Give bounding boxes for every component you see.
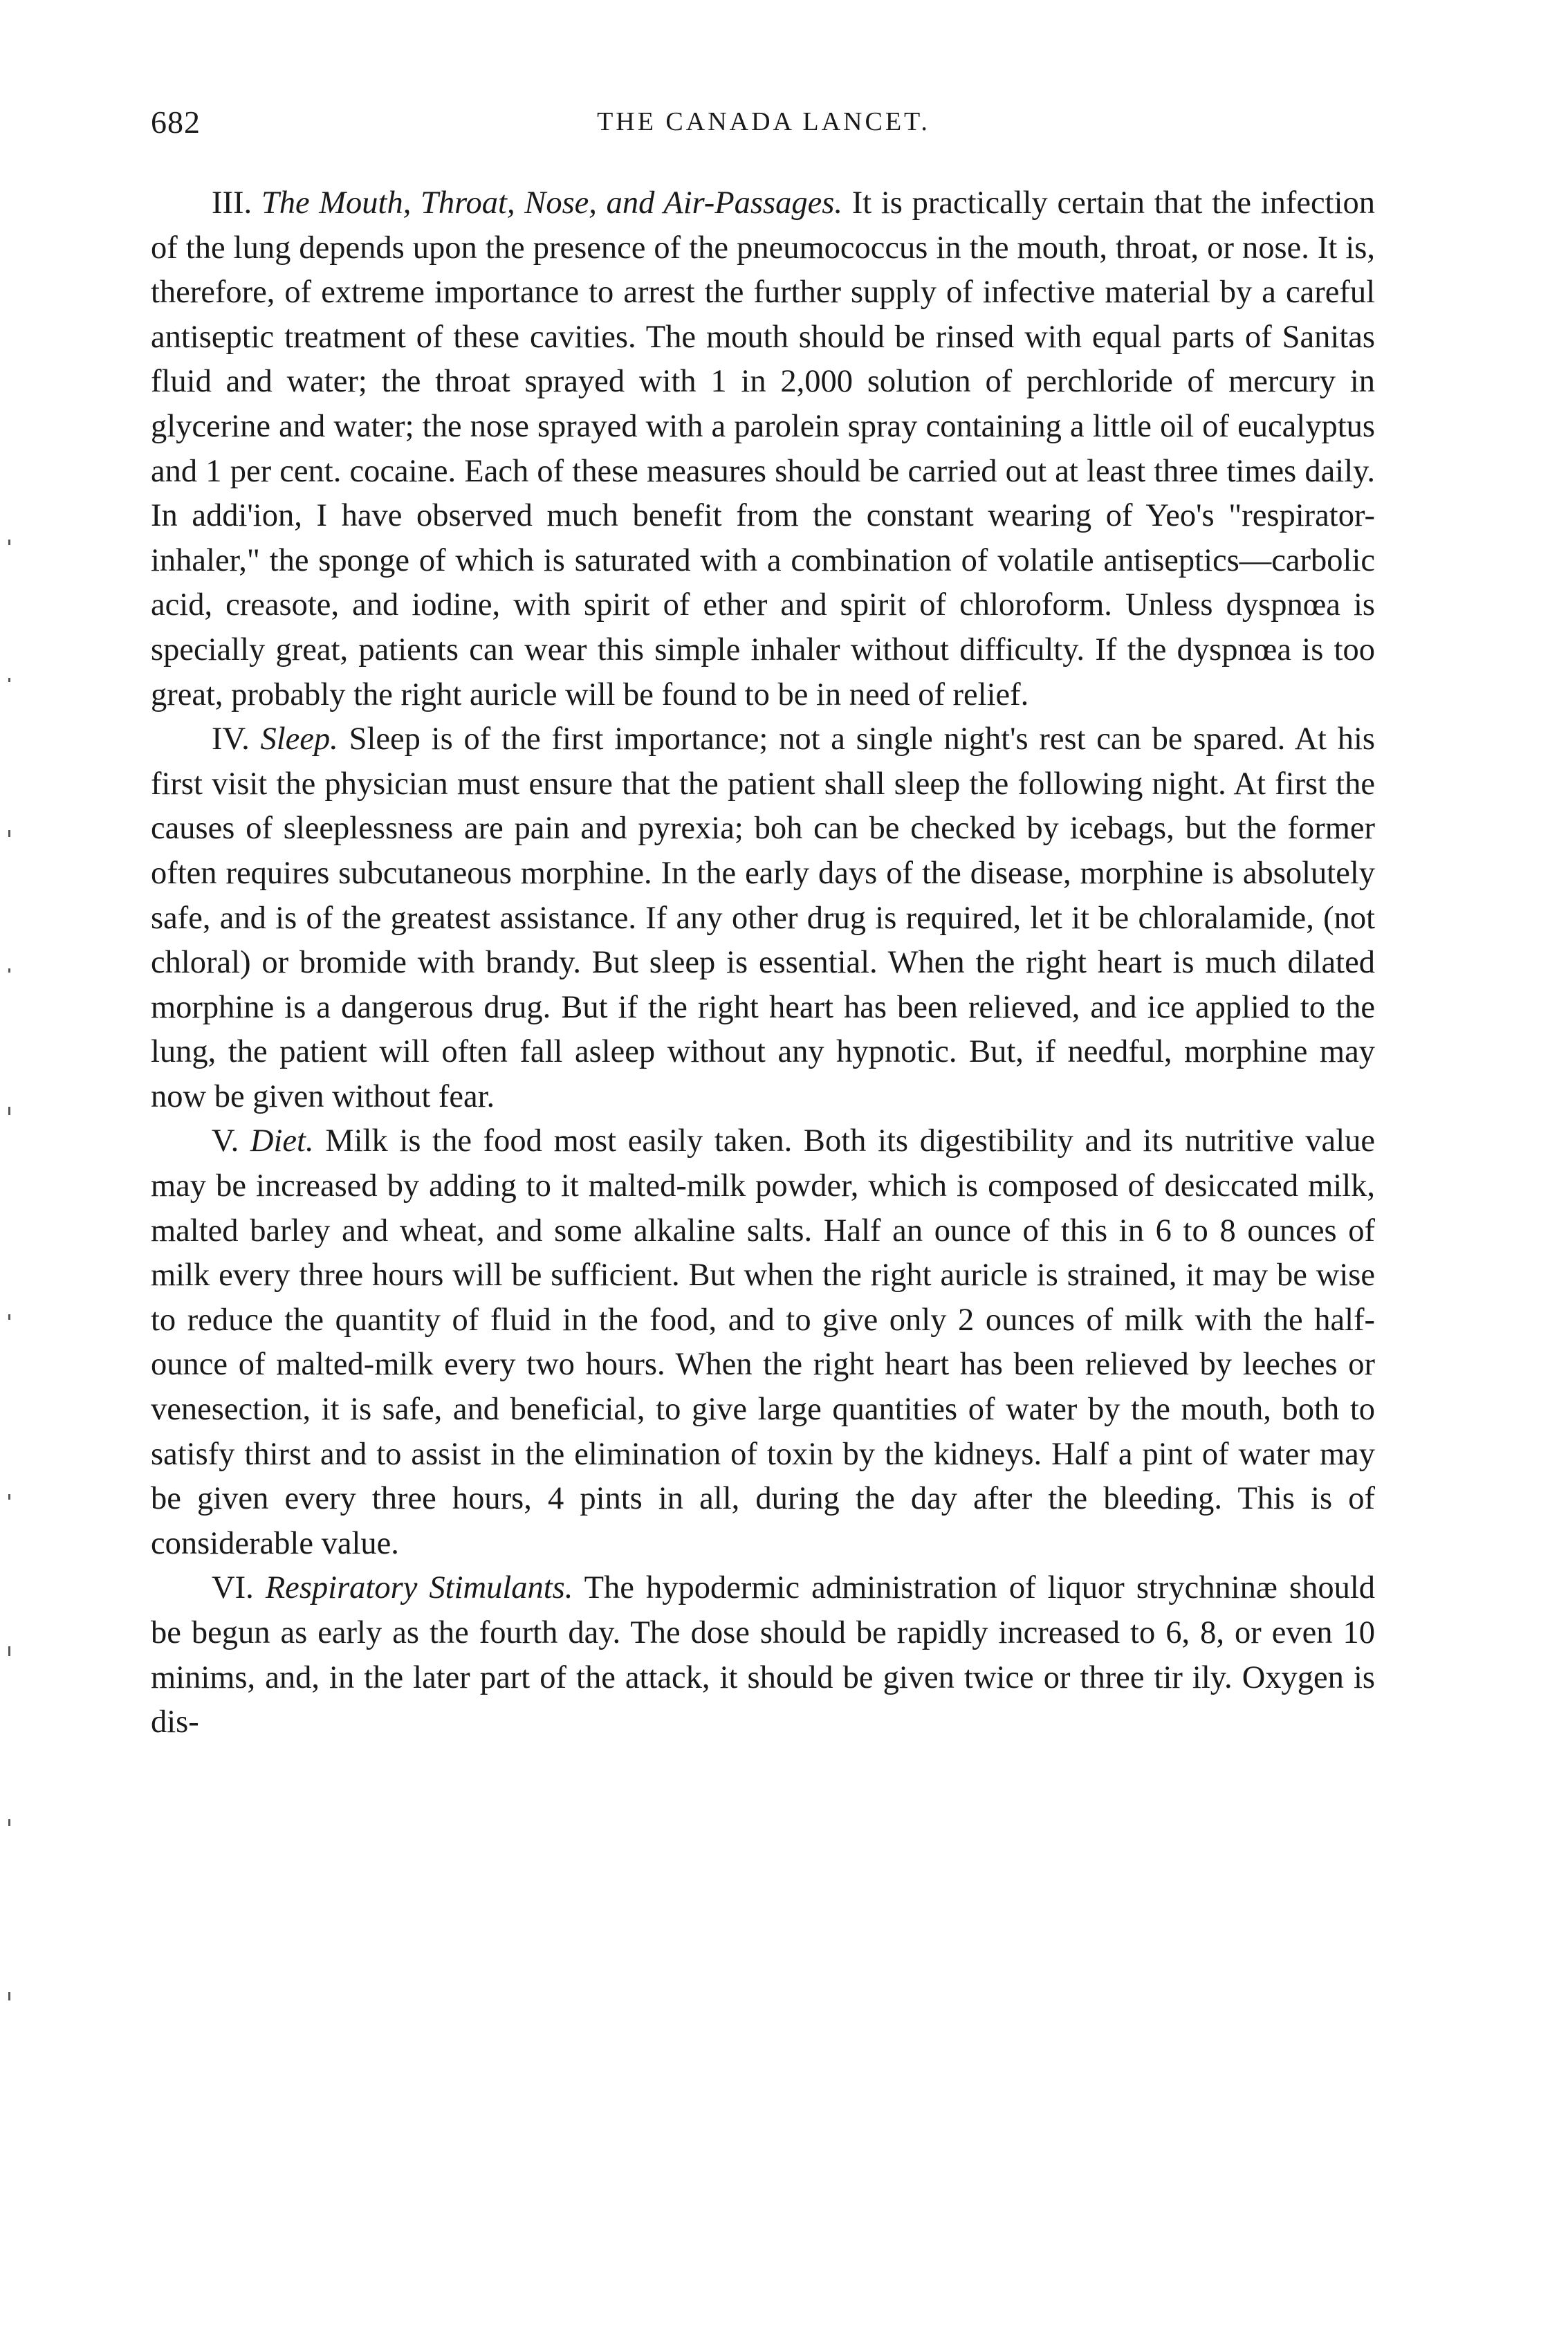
- article-body: [151, 181, 1375, 1745]
- section-numeral: V.: [212, 1123, 239, 1159]
- section-numeral: III.: [212, 185, 252, 221]
- section-text: The hypodermic administration of liquor strychninæ should be begun as early as the fourth day. The dose should be rapidly increased to 6, 8, or even 10 minims, and, in the later part of the attack, it should be given twice or three tir ily. Oxygen is dis-: [151, 1570, 1375, 1740]
- page-header: [151, 104, 1376, 159]
- section-text: It is practically certain that the infection of the lung depends upon the presence of the pneumococcus in the mouth, throat, or nose. It is, therefore, of extreme importance to arrest the further supply of infective material by a careful antiseptic treatment of these cavities. The mouth should be rinsed with equal parts of Sanitas fluid and water; the throat sprayed with 1 in 2,000 solution of perchloride of mercury in glycerine and water; the nose sprayed with a parolein spray containing a little oil of eucalyptus and 1 per cent. cocaine. Each of these measures should be carried out at least three times daily. In addi'ion, I have observed much benefit from the constant wearing of Yeo's "respirator-inhaler," the sponge of which is saturated with a combination of volatile antiseptics—carbolic acid, creasote, and iodine, with spirit of ether and spirit of chloroform. Unless dyspnœa is specially great, patients can wear this simple inhaler without difficulty. If the dyspnœa is too great, probably the right auricle will be found to be in need of relief.: [151, 185, 1376, 712]
- section-paragraph: [151, 181, 1375, 717]
- section-title: Sleep.: [260, 721, 338, 757]
- section-text: Sleep is of the first importance; not a single night's rest can be spared. At his first visit the physician must ensure that the patient shall sleep the following night. At first the causes of sleeplessness are pain and pyrexia; boh can be checked by icebags, but the former often requires subcutaneous morphine. In the early days of the disease, morphine is absolutely safe, and is of the greatest assistance. If any other drug is required, let it be chloralamide, (not chloral) or bromide with brandy. But sleep is essential. When the right heart is much dilated morphine is a dangerous drug. But if the right heart has been relieved, and ice applied to the lung, the patient will often fall asleep without any hypnotic. But, if needful, morphine may now be given without fear.: [151, 721, 1376, 1114]
- section-title: The Mouth, Throat, Nose, and Air-Passages.: [261, 185, 842, 221]
- section-numeral: IV.: [212, 721, 250, 757]
- section-title: Respiratory Stimulants.: [265, 1570, 573, 1606]
- section-numeral: VI.: [212, 1570, 254, 1606]
- running-head: THE CANADA LANCET.: [597, 107, 930, 136]
- section-paragraph: [151, 1566, 1375, 1745]
- margin-marks: [8, 540, 15, 2200]
- section-paragraph: [151, 1119, 1375, 1566]
- section-paragraph: [151, 717, 1375, 1119]
- section-title: Diet.: [250, 1123, 314, 1159]
- page-number: 682: [151, 104, 201, 140]
- section-text: Milk is the food most easily taken. Both its digestibility and its nutritive value may be increased by adding to it malted-milk powder, which is composed of desiccated milk, malted barley and wheat, and some alkaline salts. Half an ounce of this in 6 to 8 ounces of milk every three hours will be sufficient. But when the right auricle is strained, it may be wise to reduce the quantity of fluid in the food, and to give only 2 ounces of milk with the half-ounce of malted-milk every two hours. When the right heart has been relieved by leeches or venesection, it is safe, and beneficial, to give large quantities of water by the mouth, both to satisfy thirst and to assist in the elimination of toxin by the kidneys. Half a pint of water may be given every three hours, 4 pints in all, during the day after the bleeding. This is of considerable value.: [151, 1123, 1375, 1561]
